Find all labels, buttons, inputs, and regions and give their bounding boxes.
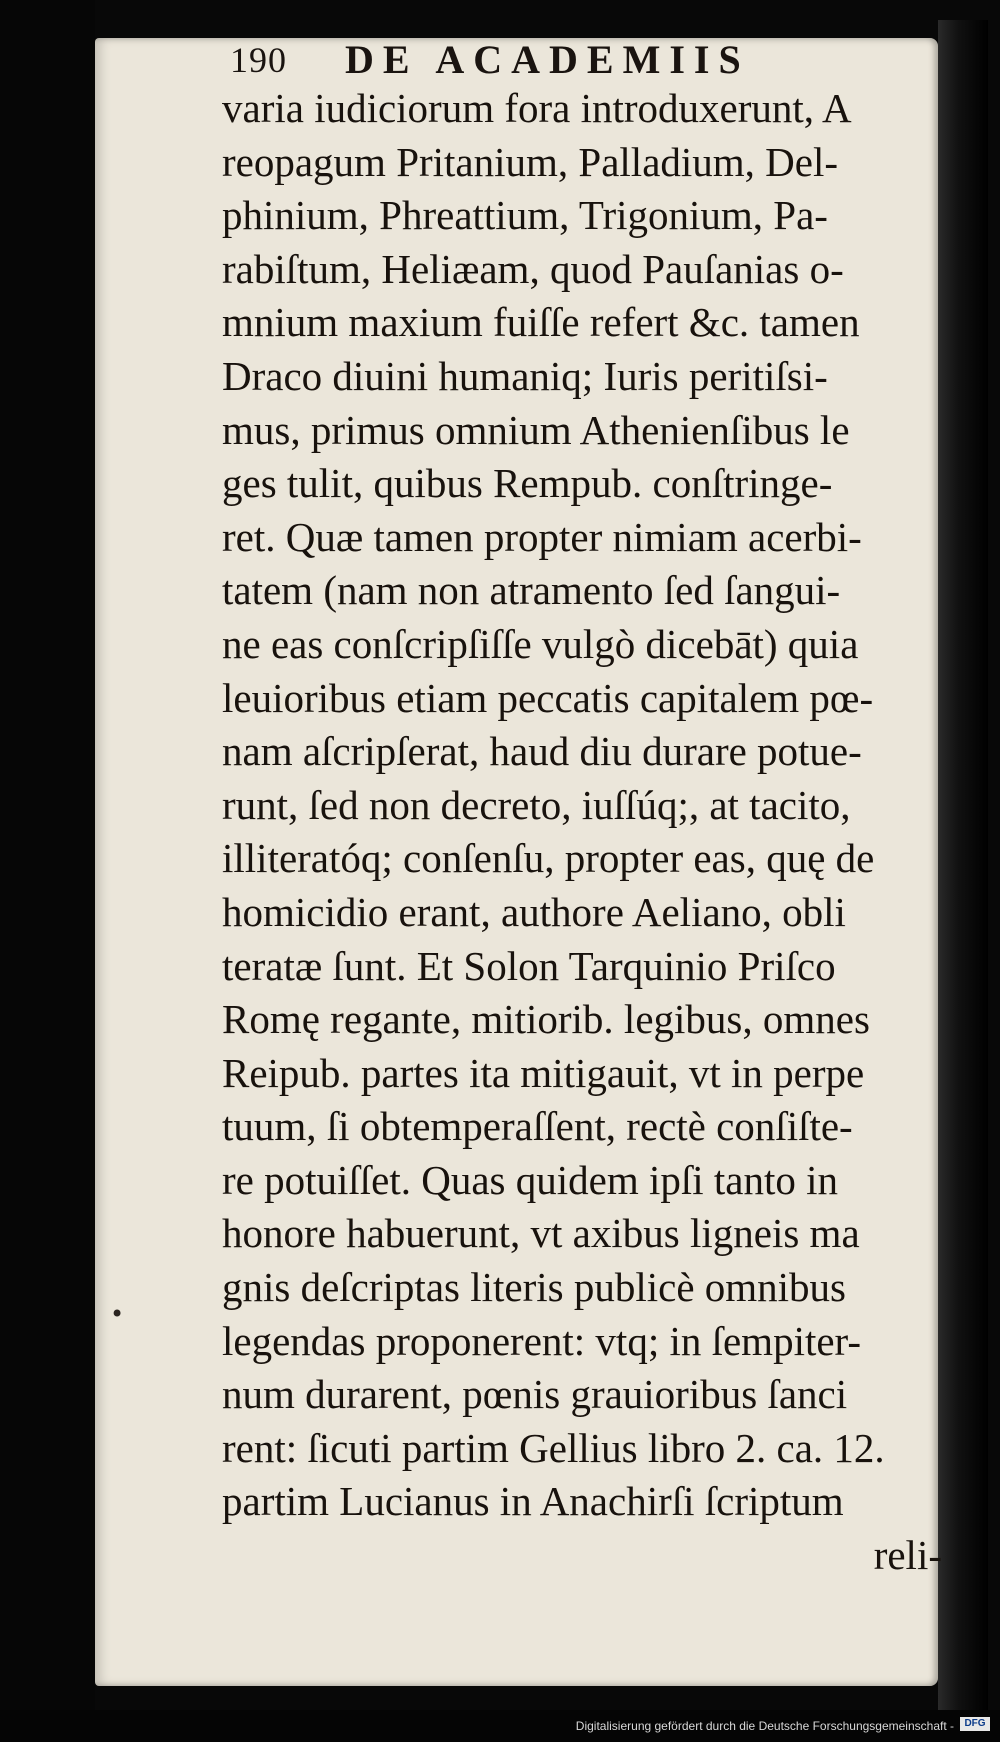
main-text (222, 82, 942, 1583)
text-line: mus, primus omnium Athenienſibus le (222, 406, 850, 453)
text-line: mnium maxium fuiſſe refert &c. tamen (222, 299, 860, 346)
text-line: legendas proponerent: vtq; in ſempiter- (222, 1317, 862, 1364)
text-line: honore habuerunt, vt axibus ligneis ma (222, 1210, 860, 1257)
text-line: ne eas conſcripſiſſe vulgò dicebāt) quia (222, 620, 859, 667)
text-line: num durarent, pœnis grauioribus ſanci (222, 1371, 848, 1418)
left-dark-margin (0, 0, 95, 1742)
text-line: gnis deſcriptas literis publicè omnibus (222, 1264, 847, 1311)
right-page-edge (938, 20, 988, 1710)
running-title: DE ACADEMIIS (345, 37, 750, 82)
text-line: Reipub. partes ita mitigauit, vt in perpe (222, 1049, 865, 1096)
text-line: homicidio erant, authore Aeliano, obli (222, 888, 846, 935)
text-line: Romę regante, mitiorib. legibus, omnes (222, 996, 870, 1043)
text-line: illiteratóq; conſenſu, propter eas, quę de (222, 835, 875, 882)
running-head (230, 36, 850, 84)
text-line: Draco diuini humaniq; Iuris peritiſsi- (222, 352, 828, 399)
catchword: reli- (873, 1532, 942, 1579)
text-line: re potuiſſet. Quas quidem ipſi tanto in (222, 1156, 839, 1203)
text-line: teratæ ſunt. Et Solon Tarquinio Priſco (222, 942, 836, 989)
dfg-logo: DFG (960, 1717, 990, 1731)
text-line: rabiſtum, Heliæam, quod Pauſanias o- (222, 245, 844, 292)
margin-mark-icon: • (110, 1300, 125, 1328)
text-line: ges tulit, quibus Rempub. conſtringe- (222, 460, 833, 507)
text-line: phinium, Phreattium, Trigonium, Pa- (222, 192, 828, 239)
text-line: rent: ſicuti partim Gellius libro 2. ca. 12. (222, 1424, 885, 1471)
text-line: runt, ſed non decreto, iuſſúq;, at tacito, (222, 781, 851, 828)
text-line: tatem (nam non atramento ſed ſangui- (222, 567, 841, 614)
text-line: partim Lucianus in Anachirſi ſcriptum (222, 1478, 844, 1525)
text-line: nam aſcripſerat, haud diu durare potue- (222, 728, 862, 775)
text-line: ret. Quæ tamen propter nimiam acerbi- (222, 513, 862, 560)
text-line: leuioribus etiam peccatis capitalem pœ- (222, 674, 874, 721)
text-line: varia iudiciorum fora introduxerunt, A (222, 85, 852, 131)
digitization-credit: Digitalisierung gefördert durch die Deutsche Forschungsgemeinschaft - (575, 1719, 954, 1733)
text-line: tuum, ſi obtemperaſſent, rectè conſiſte- (222, 1103, 853, 1150)
text-line: reopagum Pritanium, Palladium, Del- (222, 138, 839, 185)
page-number: 190 (230, 40, 287, 80)
